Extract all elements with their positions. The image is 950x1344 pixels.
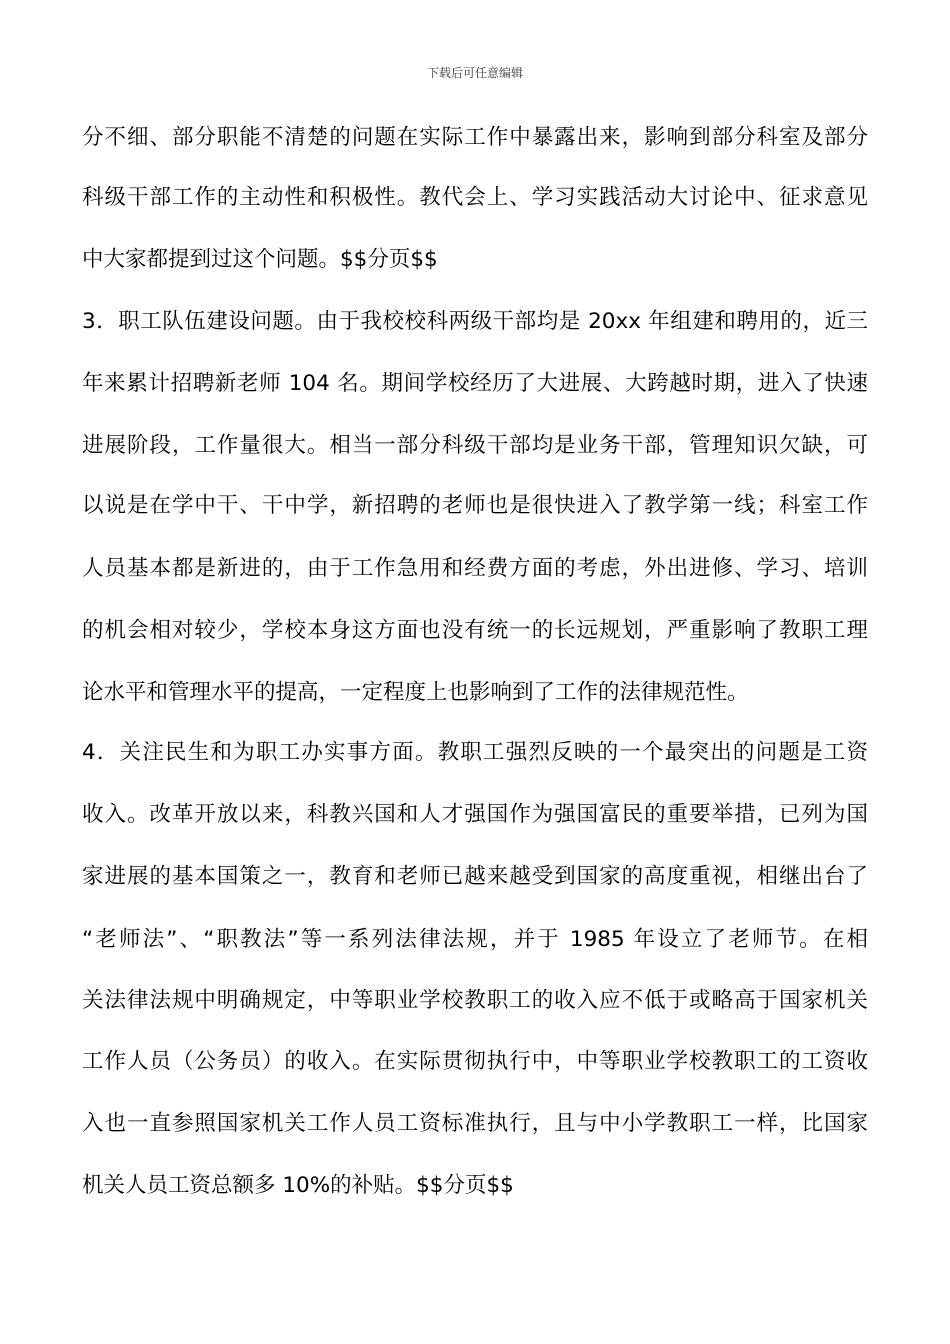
text-line: 人员基本都是新进的，由于工作急用和经费方面的考虑，外出进修、学习、培训: [82, 556, 868, 581]
text-line: 工作人员（公务员）的收入。在实际贯彻执行中，中等职业学校教职工的工资收: [82, 1049, 868, 1074]
text-line: 家进展的基本国策之一，教育和老师已越来越受到国家的高度重视，相继出台了: [82, 864, 868, 889]
text-line: 入也一直参照国家机关工作人员工资标准执行，且与中小学教职工一样，比国家: [82, 1111, 868, 1136]
text-line: 科级干部工作的主动性和积极性。教代会上、学习实践活动大讨论中、征求意见: [82, 185, 868, 210]
text-line: 以说是在学中干、干中学，新招聘的老师也是很快进入了教学第一线；科室工作: [82, 493, 868, 518]
text-line: 4．关注民生和为职工办实事方面。教职工强烈反映的一个最突出的问题是工资: [82, 740, 868, 765]
text-line: 年来累计招聘新老师 104 名。期间学校经历了大进展、大跨越时期，进入了快速: [82, 371, 868, 396]
text-line: “老师法”、“职教法”等一系列法律法规，并于 1985 年设立了老师节。在相: [82, 927, 868, 952]
text-line: 收入。改革开放以来，科教兴国和人才强国作为强国富民的重要举措，已列为国: [82, 802, 868, 827]
text-line: 进展阶段，工作量很大。相当一部分科级干部均是业务干部，管理知识欠缺，可: [82, 433, 868, 458]
text-line: 论水平和管理水平的提高，一定程度上也影响到了工作的法律规范性。: [82, 680, 749, 705]
text-line: 中大家都提到过这个问题。$$分页$$: [82, 247, 438, 272]
text-line: 的机会相对较少，学校本身这方面也没有统一的长远规划，严重影响了教职工理: [82, 618, 868, 643]
text-line: 机关人员工资总额多 10%的补贴。$$分页$$: [82, 1173, 514, 1198]
text-line: 分不细、部分职能不清楚的问题在实际工作中暴露出来，影响到部分科室及部分: [82, 125, 868, 150]
text-line: 关法律法规中明确规定，中等职业学校教职工的收入应不低于或略高于国家机关: [82, 988, 868, 1013]
page-header-note: 下载后可任意编辑: [426, 66, 523, 80]
text-line: 3．职工队伍建设问题。由于我校校科两级干部均是 20xx 年组建和聘用的，近三: [82, 309, 868, 334]
